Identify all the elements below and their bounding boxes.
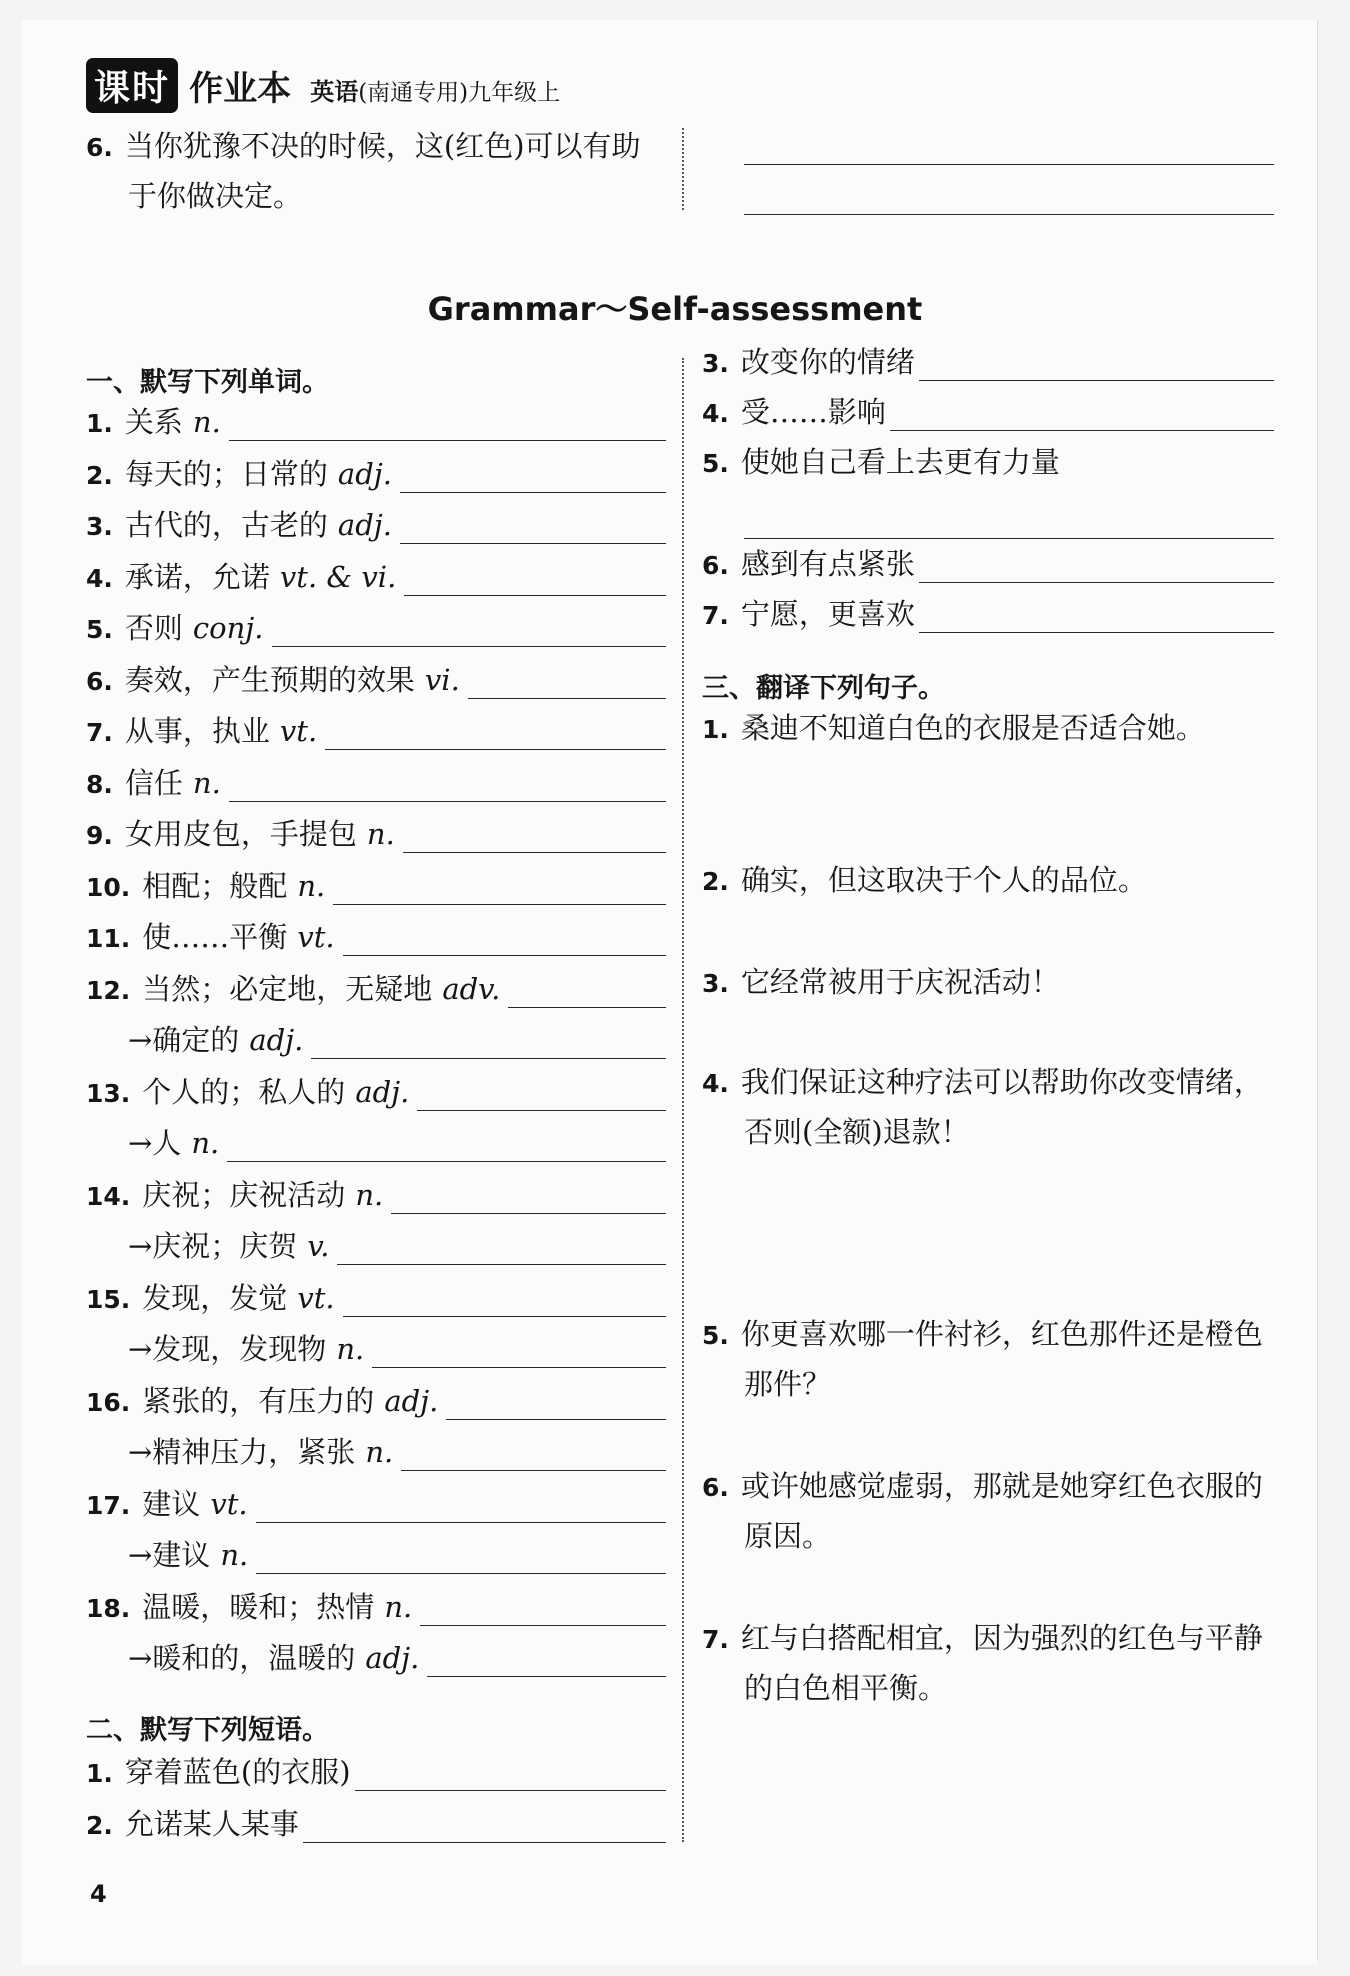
part-of-speech: adj. xyxy=(337,456,392,491)
answer-line[interactable] xyxy=(272,646,666,647)
item-number: 7. xyxy=(702,1625,729,1654)
item-number: 10. xyxy=(86,872,131,902)
translation-item xyxy=(702,711,1205,745)
item-text: 发现，发觉 xyxy=(142,1280,288,1315)
part-of-speech: conj. xyxy=(192,611,264,645)
section-title: Grammar～Self-assessment xyxy=(427,290,923,328)
item-text-cont: 原因。 xyxy=(744,1519,832,1553)
answer-line[interactable] xyxy=(420,1625,666,1626)
translation-item xyxy=(702,863,1147,897)
item-text: 信任 xyxy=(124,765,183,800)
answer-line[interactable] xyxy=(919,380,1274,381)
translation-item-cont xyxy=(744,1115,970,1149)
word-item xyxy=(128,1332,365,1366)
item-number: 14. xyxy=(86,1181,131,1211)
item-text: 允诺某人某事 xyxy=(124,1807,299,1841)
item-text: 受……影响 xyxy=(740,395,886,429)
translation-item xyxy=(702,1065,1263,1099)
word-item xyxy=(86,405,221,439)
word-item xyxy=(128,1126,220,1160)
word-item xyxy=(86,1280,335,1315)
phrase-item xyxy=(702,597,915,631)
section2-heading: 二、默写下列短语。 xyxy=(86,1715,329,1746)
item-number: 5. xyxy=(86,615,113,644)
item-number: 3. xyxy=(702,349,729,378)
part-of-speech: n. xyxy=(192,405,221,439)
phrase-item xyxy=(86,1807,299,1841)
item-number: 2. xyxy=(86,460,113,490)
item-text: 改变你的情绪 xyxy=(740,345,915,379)
item-number: 1. xyxy=(702,715,729,744)
answer-line[interactable] xyxy=(744,538,1274,539)
part-of-speech: n. xyxy=(192,765,221,800)
item-text: 从事，执业 xyxy=(124,714,270,748)
answer-line[interactable] xyxy=(391,1213,666,1214)
item-text: 奏效，产生预期的效果 xyxy=(124,662,415,697)
item-text: 它经常被用于庆祝活动！ xyxy=(740,965,1060,999)
phrase-item xyxy=(702,547,915,581)
top-question-cont xyxy=(128,179,303,213)
word-item xyxy=(86,868,326,903)
answer-line[interactable] xyxy=(403,852,666,853)
word-item xyxy=(128,1229,330,1263)
answer-line[interactable] xyxy=(343,1316,666,1317)
section3-heading: 三、翻译下列句子。 xyxy=(702,673,945,704)
section1-heading: 一、默写下列单词。 xyxy=(86,367,329,398)
answer-line[interactable] xyxy=(400,543,666,544)
word-item xyxy=(86,920,335,954)
phrase-item xyxy=(702,445,1060,479)
item-number: 11. xyxy=(86,924,131,953)
answer-line[interactable] xyxy=(446,1419,666,1420)
item-text-cont: 的白色相平衡。 xyxy=(744,1671,948,1705)
phrase-item xyxy=(702,345,915,379)
answer-line[interactable] xyxy=(744,214,1274,215)
item-text: 相配；般配 xyxy=(142,868,288,903)
item-text: 女用皮包，手提包 xyxy=(124,817,357,851)
item-number: 5. xyxy=(702,449,729,478)
part-of-speech: vt. xyxy=(297,920,335,954)
item-text: 宁愿，更喜欢 xyxy=(740,597,915,631)
word-item xyxy=(128,1023,304,1057)
part-of-speech: n. xyxy=(384,1589,413,1624)
part-of-speech: vt. xyxy=(297,1280,335,1315)
edition: (南通专用)九年级上 xyxy=(358,80,561,106)
phrase-item xyxy=(702,395,886,429)
item-text: 桑迪不知道白色的衣服是否适合她。 xyxy=(740,711,1205,745)
item-number: 2. xyxy=(86,1811,113,1840)
item-text: 你更喜欢哪一件衬衫，红色那件还是橙色 xyxy=(740,1317,1263,1351)
word-item xyxy=(128,1641,420,1675)
item-text: 否则 xyxy=(124,611,183,645)
word-item xyxy=(86,559,397,594)
word-item xyxy=(86,817,395,851)
translation-item-cont xyxy=(744,1671,948,1705)
item-number: 4. xyxy=(702,399,729,428)
answer-line[interactable] xyxy=(919,632,1274,633)
part-of-speech: adj. xyxy=(384,1383,439,1418)
question-number: 6. xyxy=(86,133,113,162)
item-number: 4. xyxy=(702,1069,729,1098)
item-number: 7. xyxy=(86,718,113,747)
word-item xyxy=(86,456,392,491)
item-text: →暖和的，温暖的 xyxy=(128,1641,356,1675)
subject: 英语 xyxy=(310,78,359,106)
answer-line[interactable] xyxy=(256,1522,666,1523)
part-of-speech: n. xyxy=(297,868,326,903)
answer-line[interactable] xyxy=(468,698,666,699)
item-text: 确实，但这取决于个人的品位。 xyxy=(740,863,1147,897)
word-item xyxy=(86,508,392,542)
answer-line[interactable] xyxy=(337,1264,666,1265)
word-item xyxy=(86,1177,384,1212)
item-text: 紧张的，有压力的 xyxy=(142,1383,375,1418)
header xyxy=(86,58,560,113)
part-of-speech: adj. xyxy=(365,1641,420,1675)
part-of-speech: vt. xyxy=(210,1486,248,1521)
item-number: 15. xyxy=(86,1284,131,1314)
item-text: 红与白搭配相宜，因为强烈的红色与平静 xyxy=(740,1621,1263,1655)
question-text: 当你犹豫不决的时候，这(红色)可以有助 xyxy=(124,129,641,163)
item-text: 古代的，古老的 xyxy=(124,508,328,542)
brand-name: 作业本 xyxy=(189,69,292,109)
part-of-speech: adv. xyxy=(442,971,501,1006)
item-text: 使……平衡 xyxy=(142,920,288,954)
item-number: 13. xyxy=(86,1078,131,1108)
item-text-cont: 那件？ xyxy=(744,1367,832,1401)
item-number: 18. xyxy=(86,1593,131,1623)
item-text: 庆祝；庆祝活动 xyxy=(142,1177,346,1212)
answer-line[interactable] xyxy=(256,1573,666,1574)
item-number: 3. xyxy=(86,512,113,541)
answer-line[interactable] xyxy=(303,1842,666,1843)
answer-line[interactable] xyxy=(229,801,666,802)
part-of-speech: vt. & vi. xyxy=(279,559,397,594)
part-of-speech: n. xyxy=(336,1332,365,1366)
answer-line[interactable] xyxy=(400,492,666,493)
item-number: 4. xyxy=(86,563,113,593)
column-divider-top xyxy=(682,128,684,210)
word-item xyxy=(86,662,460,697)
part-of-speech: adj. xyxy=(249,1023,304,1057)
part-of-speech: n. xyxy=(366,817,395,851)
item-number: 1. xyxy=(86,409,113,438)
item-text: 或许她感觉虚弱，那就是她穿红色衣服的 xyxy=(740,1469,1263,1503)
item-number: 16. xyxy=(86,1387,131,1417)
answer-line[interactable] xyxy=(427,1676,666,1677)
part-of-speech: adj. xyxy=(355,1074,410,1109)
item-number: 17. xyxy=(86,1490,131,1520)
column-divider xyxy=(682,358,684,1842)
item-number: 2. xyxy=(702,867,729,896)
part-of-speech: n. xyxy=(365,1435,394,1469)
translation-item xyxy=(702,965,1060,999)
part-of-speech: vt. xyxy=(279,714,318,748)
item-text: 建议 xyxy=(142,1486,201,1521)
answer-line[interactable] xyxy=(404,595,666,596)
translation-item xyxy=(702,1621,1263,1655)
item-number: 9. xyxy=(86,821,113,850)
brand-logo: 课时 xyxy=(86,58,178,113)
answer-line[interactable] xyxy=(401,1470,666,1471)
part-of-speech: vi. xyxy=(424,662,460,697)
item-text: 当然；必定地，无疑地 xyxy=(142,971,433,1006)
answer-line[interactable] xyxy=(229,440,666,441)
answer-line[interactable] xyxy=(325,749,666,750)
item-number: 1. xyxy=(86,1759,113,1788)
answer-line[interactable] xyxy=(227,1161,666,1162)
word-item xyxy=(86,1486,248,1521)
part-of-speech: v. xyxy=(307,1229,330,1263)
item-number: 6. xyxy=(702,551,729,580)
item-text: 我们保证这种疗法可以帮助你改变情绪， xyxy=(740,1065,1263,1099)
word-item xyxy=(128,1435,394,1469)
part-of-speech: n. xyxy=(191,1126,220,1160)
item-text: 感到有点紧张 xyxy=(740,547,915,581)
item-number: 8. xyxy=(86,769,113,799)
word-item xyxy=(86,1589,413,1624)
item-number: 6. xyxy=(86,666,113,696)
translation-item xyxy=(702,1317,1263,1351)
page-number: 4 xyxy=(90,1880,107,1908)
answer-line[interactable] xyxy=(343,955,666,956)
item-text: 温暖，暖和；热情 xyxy=(142,1589,375,1624)
word-item xyxy=(86,1074,410,1109)
translation-item xyxy=(702,1469,1263,1503)
phrase-item xyxy=(86,1755,351,1789)
item-text: 每天的；日常的 xyxy=(124,456,328,491)
item-text: →庆祝；庆贺 xyxy=(128,1229,298,1263)
part-of-speech: n. xyxy=(355,1177,384,1212)
word-item xyxy=(128,1538,249,1572)
word-item xyxy=(86,765,221,800)
item-number: 7. xyxy=(702,601,729,630)
item-text: 个人的；私人的 xyxy=(142,1074,346,1109)
answer-line[interactable] xyxy=(919,582,1274,583)
item-text: →确定的 xyxy=(128,1023,240,1057)
item-number: 12. xyxy=(86,975,131,1005)
translation-item-cont xyxy=(744,1519,832,1553)
answer-line[interactable] xyxy=(890,430,1274,431)
word-item xyxy=(86,714,318,748)
item-text: 关系 xyxy=(124,405,183,439)
item-text: →精神压力，紧张 xyxy=(128,1435,356,1469)
item-number: 6. xyxy=(702,1473,729,1502)
item-text: →人 xyxy=(128,1126,182,1160)
answer-line[interactable] xyxy=(372,1367,666,1368)
top-question xyxy=(86,129,641,163)
answer-line[interactable] xyxy=(508,1007,666,1008)
item-text: →发现，发现物 xyxy=(128,1332,327,1366)
word-item xyxy=(86,971,501,1006)
word-item xyxy=(86,611,264,645)
answer-line[interactable] xyxy=(744,164,1274,165)
part-of-speech: n. xyxy=(220,1538,249,1572)
part-of-speech: adj. xyxy=(337,508,392,542)
item-number: 3. xyxy=(702,969,729,998)
word-item xyxy=(86,1383,439,1418)
item-text-cont: 否则(全额)退款！ xyxy=(744,1115,970,1149)
item-text: 穿着蓝色(的衣服) xyxy=(124,1755,351,1789)
item-text: 承诺，允诺 xyxy=(124,559,270,594)
translation-item-cont xyxy=(744,1367,832,1401)
item-text: →建议 xyxy=(128,1538,211,1572)
question-text-cont: 于你做决定。 xyxy=(128,179,303,213)
item-number: 5. xyxy=(702,1321,729,1350)
answer-line[interactable] xyxy=(417,1110,666,1111)
answer-line[interactable] xyxy=(311,1058,666,1059)
answer-line[interactable] xyxy=(333,904,666,905)
answer-line[interactable] xyxy=(355,1790,666,1791)
item-text: 使她自己看上去更有力量 xyxy=(740,445,1060,479)
